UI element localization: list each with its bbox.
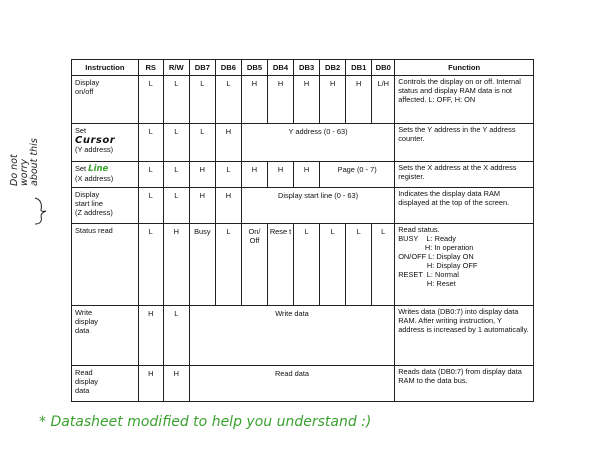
function-cell: Sets the Y address in the Y address counter. <box>395 124 534 162</box>
handwritten-line: Line <box>88 164 109 174</box>
header-db4: DB4 <box>268 60 294 76</box>
bit-cell: H <box>346 76 372 124</box>
table-row <box>72 162 534 188</box>
header-rw: R/W <box>163 60 189 76</box>
bit-cell: H <box>138 306 163 366</box>
span-cell: Page (0 - 7) <box>320 162 395 188</box>
table-row <box>72 76 534 124</box>
bit-cell: H <box>163 366 189 402</box>
bit-cell: L <box>163 162 189 188</box>
function-cell: Indicates the display data RAM displayed at the top of the screen. <box>395 188 534 224</box>
header-db6: DB6 <box>215 60 241 76</box>
bit-cell: L/H <box>372 76 395 124</box>
bit-cell: H <box>163 224 189 306</box>
bit-cell: L <box>320 224 346 306</box>
bit-cell: H <box>215 188 241 224</box>
bit-cell: H <box>241 76 267 124</box>
handwritten-side-note: Do not worry about this <box>9 138 40 186</box>
bit-cell: Rese t <box>268 224 294 306</box>
bit-cell: L <box>215 162 241 188</box>
function-cell: Reads data (DB0:7) from display data RAM to the data bus. <box>395 366 534 402</box>
bit-cell: L <box>138 188 163 224</box>
header-function: Function <box>395 60 534 76</box>
header-db3: DB3 <box>294 60 320 76</box>
bit-cell: H <box>268 76 294 124</box>
handwritten-bottom-note: * Datasheet modified to help you understand :) <box>39 414 372 430</box>
bit-cell: L <box>294 224 320 306</box>
bit-cell: H <box>189 162 215 188</box>
table-row <box>72 306 534 366</box>
function-cell: Sets the X address at the X address register. <box>395 162 534 188</box>
bit-cell: H <box>189 188 215 224</box>
bit-cell: H <box>268 162 294 188</box>
table-row <box>72 366 534 402</box>
instruction-table <box>71 59 534 402</box>
span-cell: Read data <box>189 366 394 402</box>
instruction-cell: Write display data <box>72 306 139 366</box>
bit-cell: H <box>320 76 346 124</box>
span-cell: Y address (0 - 63) <box>241 124 394 162</box>
bit-cell: H <box>294 162 320 188</box>
bit-cell: On/ Off <box>241 224 267 306</box>
header-row <box>72 60 534 76</box>
bit-cell: L <box>215 224 241 306</box>
span-cell: Write data <box>189 306 394 366</box>
header-instruction: Instruction <box>72 60 139 76</box>
bit-cell: H <box>138 366 163 402</box>
handwritten-cursor: Cursor <box>75 135 116 146</box>
header-db5: DB5 <box>241 60 267 76</box>
bit-cell: L <box>138 162 163 188</box>
bit-cell: L <box>138 124 163 162</box>
header-db1: DB1 <box>346 60 372 76</box>
function-cell: Writes data (DB0:7) into display data RAM. After writing instruction, Y address is increased by 1 automatically. <box>395 306 534 366</box>
bit-cell: L <box>163 306 189 366</box>
bit-cell: H <box>294 76 320 124</box>
bit-cell: H <box>215 124 241 162</box>
instruction-cell: Set Cursor (Y address) <box>72 124 139 162</box>
header-db0: DB0 <box>372 60 395 76</box>
table-row <box>72 188 534 224</box>
table-row <box>72 124 534 162</box>
bit-cell: L <box>163 188 189 224</box>
function-cell: Read status. BUSY L: Ready H: In operation ON/OFF L: Display ON H: Display OFF RESET L: Normal H: Reset <box>395 224 534 306</box>
bit-cell: Busy <box>189 224 215 306</box>
function-cell: Controls the display on or off. Internal status and display RAM data is not affected. L: OFF, H: ON <box>395 76 534 124</box>
table-row <box>72 224 534 306</box>
instruction-cell: Display on/off <box>72 76 139 124</box>
brace-mark <box>33 196 47 226</box>
bit-cell: L <box>138 224 163 306</box>
bit-cell: L <box>215 76 241 124</box>
bit-cell: L <box>138 76 163 124</box>
instruction-cell: Status read <box>72 224 139 306</box>
bit-cell: L <box>189 124 215 162</box>
bit-cell: H <box>241 162 267 188</box>
instruction-cell: Read display data <box>72 366 139 402</box>
bit-cell: L <box>346 224 372 306</box>
bit-cell: L <box>163 124 189 162</box>
bit-cell: L <box>189 76 215 124</box>
instruction-cell: Display start line (Z address) <box>72 188 139 224</box>
bit-cell: L <box>372 224 395 306</box>
instruction-cell: Set Line (X address) <box>72 162 139 188</box>
header-db7: DB7 <box>189 60 215 76</box>
header-rs: RS <box>138 60 163 76</box>
span-cell: Display start line (0 - 63) <box>241 188 394 224</box>
bit-cell: L <box>163 76 189 124</box>
header-db2: DB2 <box>320 60 346 76</box>
